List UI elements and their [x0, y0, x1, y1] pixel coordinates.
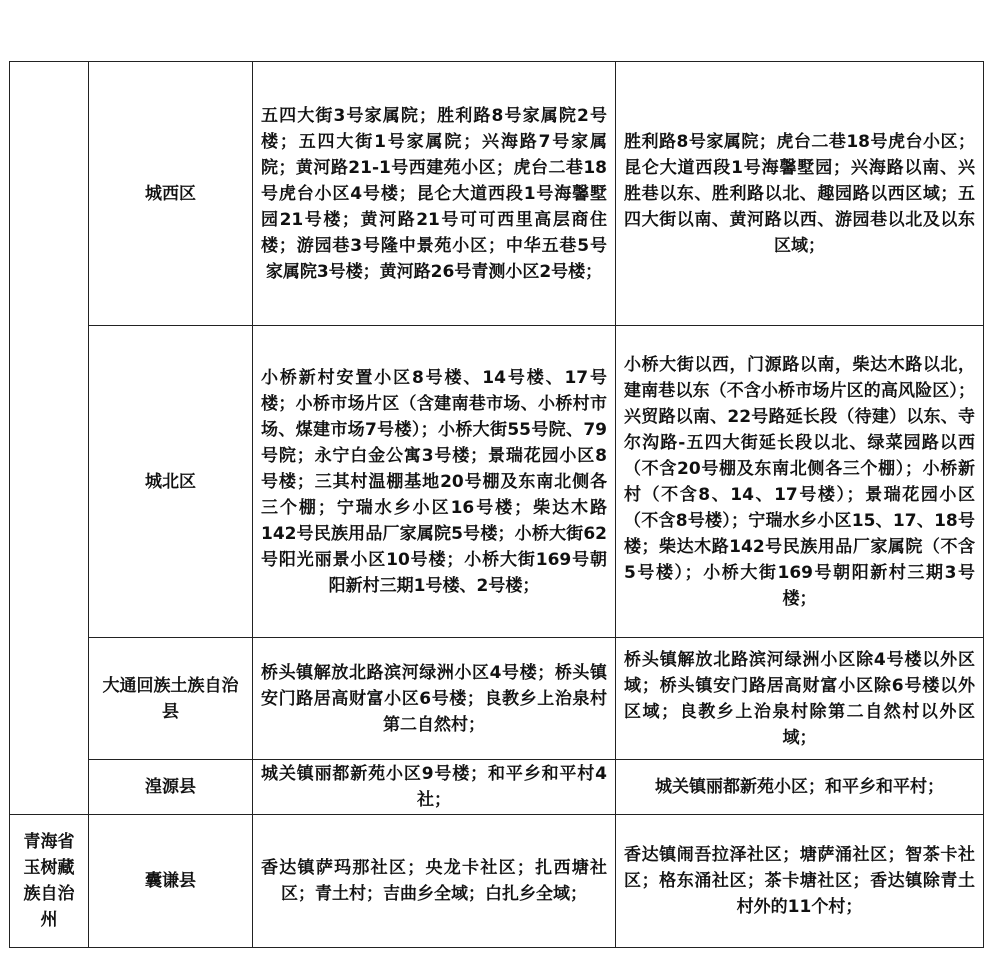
mid-risk-cell — [253, 326, 616, 638]
mid-risk-cell — [253, 760, 616, 815]
low-risk-cell — [616, 760, 984, 815]
county-cell: 城北区 — [89, 326, 253, 638]
mid-risk-text: 五四大街3号家属院；胜利路8号家属院2号楼；五四大街1号家属院；兴海路7号家属院；黄河路21-1号西建苑小区；虎台二巷18号虎台小区4号楼；昆仑大道西段1号海馨墅园21号楼；黄河路21号可可西里高层商住楼；游园巷3号隆中景苑小区；中华五巷5号家属院3号楼；黄河路26号青测小区2号楼； — [261, 105, 607, 282]
low-risk-cell — [616, 62, 984, 326]
low-risk-text: 桥头镇解放北路滨河绿洲小区除4号楼以外区域；桥头镇安门路居高财富小区除6号楼以外区域；良教乡上治泉村除第二自然村以外区域； — [624, 649, 975, 748]
low-risk-text: 城关镇丽都新苑小区；和平乡和平村； — [655, 777, 944, 797]
low-risk-cell — [616, 638, 984, 760]
mid-risk-cell — [253, 62, 616, 326]
county-cell: 城西区 — [89, 62, 253, 326]
low-risk-cell — [616, 326, 984, 638]
county-cell: 囊谦县 — [89, 815, 253, 948]
low-risk-cell — [616, 815, 984, 948]
mid-risk-text: 城关镇丽都新苑小区9号楼；和平乡和平村4社； — [261, 764, 607, 810]
mid-risk-cell — [253, 815, 616, 948]
table-row — [10, 815, 984, 948]
table-row — [10, 326, 984, 638]
table-row — [10, 62, 984, 326]
mid-risk-cell — [253, 638, 616, 760]
region-cell-blank — [10, 62, 89, 815]
county-cell: 湟源县 — [89, 760, 253, 815]
county-cell: 大通回族土族自治县 — [89, 638, 253, 760]
table-row — [10, 638, 984, 760]
table-row — [10, 760, 984, 815]
low-risk-text: 小桥大街以西，门源路以南，柴达木路以北，建南巷以东（不含小桥市场片区的高风险区）；兴贸路以南、22号路延长段（待建）以东、寺尔沟路-五四大街延长段以北、绿菜园路以西（不含20号棚及东南北侧各三个棚）；小桥新村（不含8、14、17号楼）；景瑞花园小区（不含8号楼）；宁瑞水乡小区15、17、18号楼；柴达木路142号民族用品厂家属院（不含5号楼）；小桥大街169号朝阳新村三期3号楼； — [624, 354, 975, 609]
mid-risk-text: 香达镇萨玛那社区；央龙卡社区；扎西塘社区；青土村；吉曲乡全域；白扎乡全域； — [261, 858, 607, 904]
region-cell: 青海省玉树藏族自治州 — [10, 815, 89, 948]
risk-area-table — [9, 61, 984, 948]
mid-risk-text: 桥头镇解放北路滨河绿洲小区4号楼；桥头镇安门路居高财富小区6号楼；良教乡上治泉村第二自然村； — [261, 662, 607, 735]
low-risk-text: 胜利路8号家属院；虎台二巷18号虎台小区；昆仑大道西段1号海馨墅园；兴海路以南、兴胜巷以东、胜利路以北、趣园路以西区域；五四大街以南、黄河路以西、游园巷以北及以东区域； — [624, 131, 975, 256]
mid-risk-text: 小桥新村安置小区8号楼、14号楼、17号楼；小桥市场片区（含建南巷市场、小桥村市场、煤建市场7号楼）；小桥大街55号院、79号院；永宁白金公寓3号楼；景瑞花园小区8号楼；三其村温棚基地20号棚及东南北侧各三个棚；宁瑞水乡小区16号楼；柴达木路142号民族用品厂家属院5号楼；小桥大街62号阳光丽景小区10号楼；小桥大街169号朝阳新村三期1号楼、2号楼； — [261, 367, 607, 596]
low-risk-text: 香达镇闹吾拉泽社区；塘萨涌社区；智茶卡社区；格东涌社区；茶卡塘社区；香达镇除青土村外的11个村； — [624, 845, 975, 917]
